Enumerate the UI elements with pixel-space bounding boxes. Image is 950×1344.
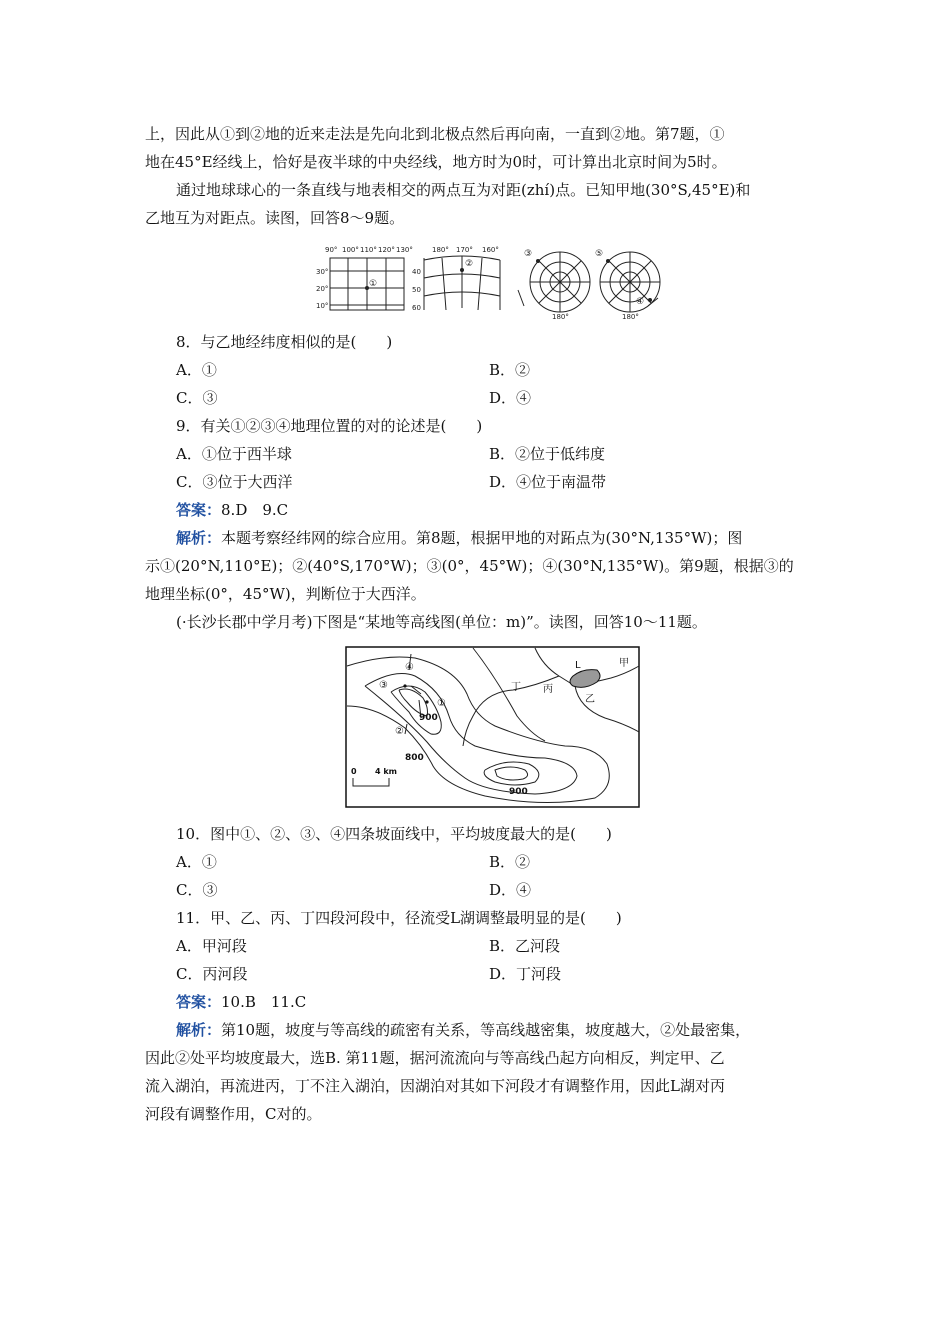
grid-lon-label: 90° — [325, 246, 338, 254]
contour-point-label: ③ — [379, 680, 388, 691]
option-d: D．④ — [489, 881, 532, 899]
option-c: C．③ — [176, 389, 218, 407]
paragraph-line: 上，因此从①到②地的近来走法是先向北到北极点然后再向南，一直到②地。第7题，① — [145, 125, 725, 143]
question-stem: 9．有关①②③④地理位置的对的论述是( ) — [176, 417, 483, 435]
curved-lat-label: 60 — [412, 304, 421, 312]
contour-map — [345, 646, 641, 810]
polar2-point-label: ⑤ — [595, 249, 604, 259]
answer-line — [176, 992, 306, 1012]
contour-point-label: ① — [437, 698, 446, 709]
option-a: A．① — [176, 853, 217, 871]
option-a: A．甲河段 — [176, 937, 247, 955]
option-b: B．② — [489, 853, 531, 871]
explanation-line: 示①(20°N,110°E)；②(40°S,170°W)；③(0°，45°W)；④(30°N,135°W)。第9题，根据③的 — [145, 557, 794, 575]
question-stem: 11．甲、乙、丙、丁四段河段中，径流受L湖调整最明显的是( ) — [176, 909, 622, 927]
question-stem: 8．与乙地经纬度相似的是( ) — [176, 333, 393, 351]
grid-lon-label: 120° — [378, 246, 395, 254]
grid-point-label: ① — [369, 279, 378, 289]
curved-lon-label: 170° — [456, 246, 473, 254]
curved-lat-label: 40 — [412, 268, 421, 276]
answer-label: 答案： — [176, 501, 222, 519]
contour-point-label: ④ — [405, 662, 414, 673]
paragraph-line: 乙地互为对距点。读图，回答8～9题。 — [145, 209, 405, 227]
elevation-label: 900 — [509, 787, 528, 797]
explanation-line: 地理坐标(0°，45°W)，判断位于大西洋。 — [145, 585, 426, 603]
explanation-line — [176, 528, 742, 548]
grid-lon-label: 100° — [342, 246, 359, 254]
answer-text: 10.B 11.C — [221, 993, 307, 1011]
option-d: D．丁河段 — [489, 965, 562, 983]
river-label-ding: 丁 — [511, 682, 521, 693]
curved-lat-label: 50 — [412, 286, 421, 294]
answer-text: 8.D 9.C — [221, 501, 289, 519]
option-c: C．③ — [176, 881, 218, 899]
option-d: D．④ — [489, 389, 532, 407]
lake-label: L — [575, 660, 581, 671]
option-b: B．② — [489, 361, 531, 379]
explanation-line — [176, 1020, 750, 1040]
curved-lon-label: 180° — [432, 246, 449, 254]
grid-lon-label: 110° — [360, 246, 377, 254]
grid-lon-label: 130° — [396, 246, 413, 254]
explanation-text: 本题考察经纬网的综合应用。第8题，根据甲地的对跖点为(30°N,135°W)；图 — [221, 529, 743, 547]
graticule-figure — [312, 244, 668, 320]
option-c: C．③位于大西洋 — [176, 473, 293, 491]
explanation-line: 流入湖泊，再流进丙，丁不注入湖泊，因湖泊对其如下河段才有调整作用，因此L湖对丙 — [145, 1077, 725, 1095]
paragraph-line: (·长沙长郡中学月考)下图是“某地等高线图(单位：m)”。读图，回答10～11题。 — [176, 613, 707, 631]
polar2-bottom-label: 180° — [622, 313, 639, 320]
elevation-label: 800 — [405, 753, 424, 763]
contour-point-label: ② — [395, 726, 404, 737]
polar2-point-label: ④ — [636, 297, 645, 307]
question-stem: 10．图中①、②、③、④四条坡面线中，平均坡度最大的是( ) — [176, 825, 612, 843]
scale-zero: 0 — [351, 767, 357, 776]
river-label-bing: 丙 — [543, 684, 553, 695]
grid-lat-label: 10° — [316, 302, 329, 310]
option-b: B．乙河段 — [489, 937, 561, 955]
grid-lat-label: 20° — [316, 285, 329, 293]
option-d: D．④位于南温带 — [489, 473, 607, 491]
explanation-line: 因此②处平均坡度最大，选B. 第11题，据河流流向与等高线凸起方向相反，判定甲、乙 — [145, 1049, 725, 1067]
option-a: A．①位于西半球 — [176, 445, 292, 463]
scale-label: 4 km — [375, 767, 398, 776]
explanation-label: 解析： — [176, 1021, 222, 1039]
paragraph-line: 地在45°E经线上，恰好是夜半球的中央经线，地方时为0时，可计算出北京时间为5时。 — [145, 153, 727, 171]
explanation-label: 解析： — [176, 529, 222, 547]
curved-point-label: ② — [465, 259, 474, 269]
grid-lat-label: 30° — [316, 268, 329, 276]
curved-lon-label: 160° — [482, 246, 499, 254]
elevation-label: 900 — [419, 713, 438, 723]
explanation-text: 第10题，坡度与等高线的疏密有关系，等高线越密集，坡度越大，②处最密集， — [221, 1021, 751, 1039]
paragraph-line: 通过地球球心的一条直线与地表相交的两点互为对距(zhí)点。已知甲地(30°S,45°E)和 — [176, 181, 751, 199]
river-label-yi: 乙 — [585, 694, 595, 705]
option-c: C．丙河段 — [176, 965, 248, 983]
answer-label: 答案： — [176, 993, 222, 1011]
answer-line — [176, 500, 288, 520]
polar1-point-label: ③ — [524, 249, 533, 259]
river-label-jia: 甲 — [619, 658, 629, 669]
option-a: A．① — [176, 361, 217, 379]
polar1-bottom-label: 180° — [552, 313, 569, 320]
option-b: B．②位于低纬度 — [489, 445, 606, 463]
explanation-line: 河段有调整作用，C对的。 — [145, 1105, 322, 1123]
